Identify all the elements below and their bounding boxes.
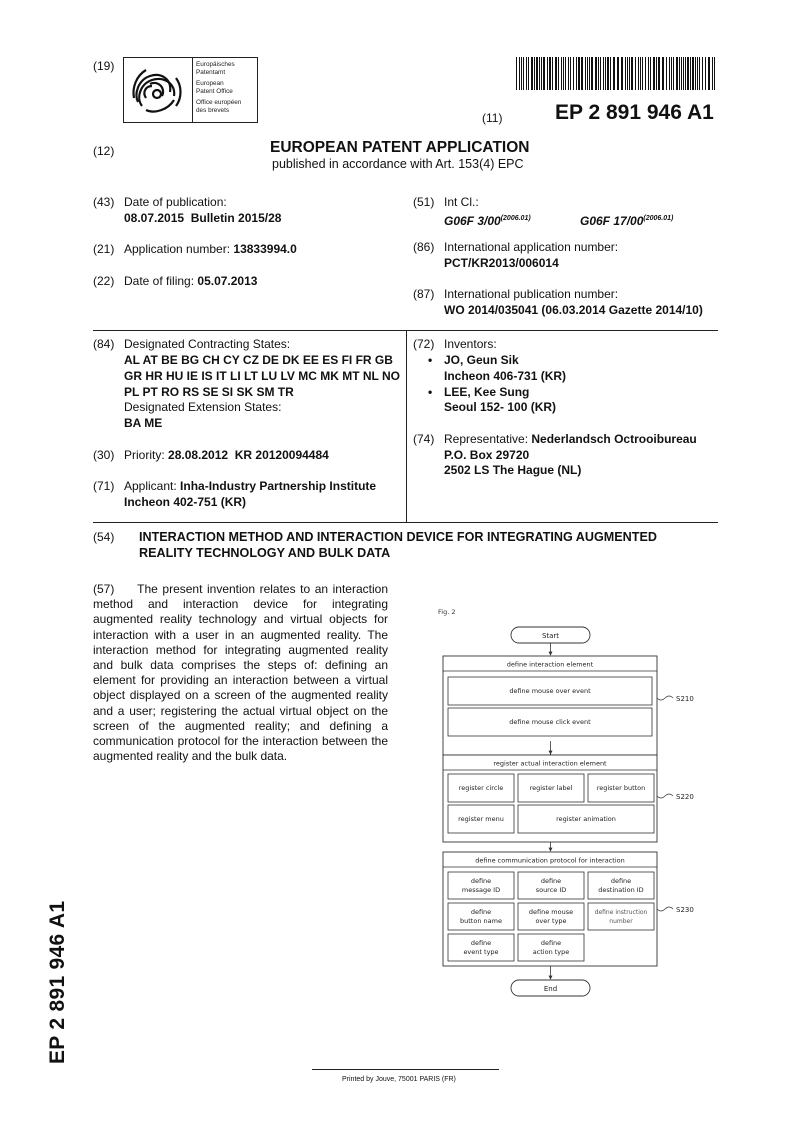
barcode-bar bbox=[642, 57, 643, 90]
epo-office-names bbox=[196, 61, 241, 115]
s210-ref: S210 bbox=[676, 695, 694, 703]
intl-publication-value: WO 2014/035041 (06.03.2014 Gazette 2014/10) bbox=[444, 303, 703, 317]
s230-item: define bbox=[610, 877, 632, 885]
barcode-bar bbox=[702, 57, 703, 90]
biblio-box-bottom-rule bbox=[93, 522, 718, 523]
barcode-bar bbox=[640, 57, 641, 90]
barcode-bar bbox=[605, 57, 606, 90]
inventor-name: LEE, Kee Sung bbox=[444, 385, 530, 399]
barcode-bar bbox=[683, 57, 684, 90]
end-label: End bbox=[543, 985, 558, 993]
barcode-bar bbox=[656, 57, 657, 90]
s220-ref: S220 bbox=[676, 793, 694, 801]
inid-code-51: (51) bbox=[413, 195, 435, 209]
application-number-value: 13833994.0 bbox=[233, 242, 297, 256]
s230-item: button name bbox=[460, 917, 502, 925]
barcode-bar bbox=[650, 57, 651, 90]
s210-title: define interaction element bbox=[506, 660, 594, 669]
barcode-bar bbox=[534, 57, 535, 90]
barcode-bar bbox=[705, 57, 706, 90]
s230-item: over type bbox=[535, 917, 567, 925]
barcode-bar bbox=[695, 57, 696, 90]
footer-rule bbox=[312, 1069, 499, 1070]
s220-item: register circle bbox=[458, 784, 504, 792]
barcode-bar bbox=[714, 57, 715, 90]
barcode-bar bbox=[516, 57, 517, 90]
barcode-bar bbox=[585, 57, 586, 90]
inid-code-84: (84) bbox=[93, 337, 115, 351]
barcode-bar bbox=[671, 57, 672, 90]
barcode-bar bbox=[570, 57, 571, 90]
intl-application-value: PCT/KR2013/006014 bbox=[444, 256, 559, 270]
filing-date bbox=[124, 274, 257, 290]
barcode-bar bbox=[681, 57, 682, 90]
contracting-states-label: Designated Contracting States: bbox=[124, 337, 291, 351]
barcode-bar bbox=[692, 57, 694, 90]
document-subtitle: published in accordance with Art. 153(4) EPC bbox=[272, 157, 524, 171]
barcode-bar bbox=[638, 57, 639, 90]
barcode-bar bbox=[712, 57, 713, 90]
invention-title-line: INTERACTION METHOD AND INTERACTION DEVICE FOR INTEGRATING AUGMENTED bbox=[139, 530, 657, 544]
barcode-bar bbox=[629, 57, 630, 90]
barcode-bar bbox=[687, 57, 689, 90]
inid-code-74: (74) bbox=[413, 432, 435, 446]
priority bbox=[124, 448, 329, 464]
barcode-bar bbox=[521, 57, 522, 90]
barcode-bar bbox=[610, 57, 611, 90]
s210-item: define mouse click event bbox=[509, 718, 591, 726]
inventor-bullet: • bbox=[428, 353, 433, 367]
figure-label: Fig. 2 bbox=[438, 608, 456, 616]
inventor-bullet: • bbox=[428, 385, 433, 399]
barcode-bar bbox=[543, 57, 545, 90]
int-cl-class-2-version: (2006.01) bbox=[643, 215, 674, 222]
application-number-label: Application number: bbox=[124, 242, 231, 256]
step-s230 bbox=[443, 852, 694, 966]
s230-title: define communication protocol for interaction bbox=[475, 856, 625, 865]
flowchart-figure bbox=[436, 602, 706, 1002]
barcode-bar bbox=[635, 57, 636, 90]
s230-item: define bbox=[470, 908, 492, 916]
s230-box bbox=[588, 903, 654, 930]
inid-code-54: (54) bbox=[93, 530, 115, 544]
publication-date-label: Date of publication: bbox=[124, 195, 227, 209]
inventor-name: JO, Geun Sik bbox=[444, 353, 519, 367]
barcode-bar bbox=[563, 57, 564, 90]
filing-date-value: 05.07.2013 bbox=[197, 274, 258, 288]
barcode bbox=[516, 57, 718, 90]
representative-name: Nederlandsch Octrooibureau bbox=[531, 432, 697, 446]
barcode-bar bbox=[561, 57, 562, 90]
barcode-bar bbox=[558, 57, 559, 90]
barcode-bar bbox=[600, 57, 601, 90]
step-s210 bbox=[443, 656, 694, 755]
barcode-bar bbox=[662, 57, 664, 90]
barcode-bar bbox=[598, 57, 599, 90]
s230-item: action type bbox=[532, 948, 570, 956]
barcode-bar bbox=[690, 57, 691, 90]
s230-item: message ID bbox=[461, 886, 501, 894]
barcode-bar bbox=[576, 57, 577, 90]
barcode-bar bbox=[519, 57, 520, 90]
barcode-bar bbox=[673, 57, 674, 90]
barcode-bar bbox=[697, 57, 698, 90]
abstract-text: The present invention relates to an interaction method and interaction device for integrating augmented reality technology and virtual objects for interaction with a user in an augmented reality. The interaction method for integrating augmented reality and bulk data comprises the steps of: defining an element for providing an interaction between a virtual object displayed on a screen of the augmented reality and a user; registering the actual virtual object on the screen of the augmented reality; and defining a communication protocol for the interaction between the augmented reality and the bulk data. bbox=[93, 582, 389, 764]
barcode-bar bbox=[589, 57, 590, 90]
barcode-bar bbox=[528, 57, 529, 90]
int-cl-class-2-code: G06F 17/00 bbox=[580, 214, 644, 228]
office-name-fr: Office européen bbox=[196, 99, 242, 107]
s220-item: register label bbox=[529, 784, 573, 792]
barcode-bar bbox=[648, 57, 649, 90]
inid-code-19: (19) bbox=[93, 59, 115, 73]
inid-code-72: (72) bbox=[413, 337, 435, 351]
side-publication-number: EP 2 891 946 A1 bbox=[46, 900, 69, 1064]
intl-application-label: International application number: bbox=[444, 240, 619, 254]
barcode-bar bbox=[541, 57, 542, 90]
inid-code-11: (11) bbox=[482, 111, 503, 125]
int-cl-class-1-version: (2006.01) bbox=[500, 215, 531, 222]
intl-publication-label: International publication number: bbox=[444, 287, 619, 301]
biblio-box-divider bbox=[406, 330, 407, 522]
barcode-bar bbox=[581, 57, 583, 90]
barcode-bar bbox=[666, 57, 667, 90]
barcode-bar bbox=[536, 57, 538, 90]
barcode-bar bbox=[653, 57, 655, 90]
s220-title: register actual interaction element bbox=[493, 759, 607, 768]
document-type: EUROPEAN PATENT APPLICATION bbox=[270, 139, 530, 156]
barcode-bar bbox=[685, 57, 686, 90]
barcode-bar bbox=[552, 57, 553, 90]
barcode-bar bbox=[565, 57, 566, 90]
s210-item: define mouse over event bbox=[509, 687, 591, 695]
start-label: Start bbox=[541, 632, 560, 640]
int-cl-label: Int Cl.: bbox=[444, 195, 479, 209]
step-s220 bbox=[443, 755, 694, 842]
barcode-bar bbox=[699, 57, 700, 90]
priority-value: 28.08.2012 KR 20120094484 bbox=[168, 448, 329, 462]
publication-number: EP 2 891 946 A1 bbox=[555, 101, 714, 124]
barcode-bar bbox=[669, 57, 670, 90]
barcode-bar bbox=[645, 57, 646, 90]
inventor-address: Incheon 406-731 (KR) bbox=[444, 369, 567, 383]
barcode-bar bbox=[603, 57, 604, 90]
s230-item: define instruction bbox=[594, 909, 648, 916]
inid-code-12: (12) bbox=[93, 144, 115, 158]
barcode-bar bbox=[621, 57, 623, 90]
office-name-fr-2: des brevets bbox=[196, 106, 230, 114]
s230-ref: S230 bbox=[676, 906, 694, 914]
barcode-bar bbox=[531, 57, 533, 90]
inid-code-86: (86) bbox=[413, 240, 435, 254]
barcode-bar bbox=[708, 57, 710, 90]
inid-code-43: (43) bbox=[93, 195, 115, 209]
representative-address-line: P.O. Box 29720 bbox=[444, 448, 530, 462]
inid-code-30: (30) bbox=[93, 448, 115, 462]
representative-address-line: 2502 LS The Hague (NL) bbox=[444, 463, 582, 477]
application-number bbox=[124, 242, 297, 258]
barcode-bar bbox=[526, 57, 527, 90]
barcode-bar bbox=[573, 57, 574, 90]
invention-title-line: REALITY TECHNOLOGY AND BULK DATA bbox=[139, 546, 391, 560]
priority-label: Priority: bbox=[124, 448, 165, 462]
inid-code-71: (71) bbox=[93, 479, 115, 493]
barcode-bar bbox=[595, 57, 597, 90]
inid-code-87: (87) bbox=[413, 287, 435, 301]
barcode-bar bbox=[625, 57, 626, 90]
inid-code-22: (22) bbox=[93, 274, 115, 288]
representative-label: Representative: bbox=[444, 432, 529, 446]
inventor-address: Seoul 152- 100 (KR) bbox=[444, 400, 557, 414]
representative bbox=[444, 432, 697, 448]
extension-states-value: BA ME bbox=[124, 416, 163, 430]
publication-date-value: 08.07.2015 Bulletin 2015/28 bbox=[124, 211, 282, 225]
s230-item: define bbox=[540, 877, 562, 885]
contracting-states-line: GR HR HU IE IS IT LI LT LU LV MC MK MT NL NO bbox=[124, 369, 400, 383]
barcode-bar bbox=[587, 57, 588, 90]
s230-item: define bbox=[470, 939, 492, 947]
filing-date-label: Date of filing: bbox=[124, 274, 195, 288]
barcode-bar bbox=[578, 57, 580, 90]
start-terminal bbox=[511, 627, 590, 643]
barcode-bar bbox=[591, 57, 593, 90]
barcode-bar bbox=[607, 57, 609, 90]
s220-item: register button bbox=[596, 784, 646, 792]
barcode-bar bbox=[679, 57, 680, 90]
barcode-bar bbox=[523, 57, 524, 90]
s230-item: event type bbox=[463, 948, 499, 956]
applicant-address: Incheon 402-751 (KR) bbox=[124, 495, 247, 509]
epo-logo-icon bbox=[124, 58, 193, 122]
barcode-bar bbox=[549, 57, 551, 90]
office-name-de-2: Patentamt bbox=[196, 68, 226, 76]
applicant-label: Applicant: bbox=[124, 479, 177, 493]
s230-item: number bbox=[609, 918, 633, 925]
inid-code-57: (57) bbox=[93, 582, 115, 596]
contracting-states-line: AL AT BE BG CH CY CZ DE DK EE ES FI FR GB bbox=[124, 353, 393, 367]
contracting-states-line: PL PT RO RS SE SI SK SM TR bbox=[124, 385, 294, 399]
s230-item: destination ID bbox=[598, 886, 644, 894]
s230-item: define bbox=[470, 877, 492, 885]
s230-item: define mouse bbox=[528, 908, 574, 916]
barcode-bar bbox=[627, 57, 628, 90]
office-name-de: Europäisches bbox=[196, 61, 235, 68]
end-terminal bbox=[511, 980, 590, 996]
extension-states-label: Designated Extension States: bbox=[124, 400, 282, 414]
barcode-bar bbox=[617, 57, 619, 90]
barcode-bar bbox=[568, 57, 569, 90]
barcode-bar bbox=[631, 57, 633, 90]
applicant-name: Inha-Industry Partnership Institute bbox=[180, 479, 377, 493]
s230-item: define bbox=[540, 939, 562, 947]
s220-item: register menu bbox=[458, 815, 504, 823]
inid-code-21: (21) bbox=[93, 242, 115, 256]
int-cl-class-1-code: G06F 3/00 bbox=[444, 214, 501, 228]
applicant bbox=[124, 479, 376, 495]
s220-item: register animation bbox=[556, 815, 616, 823]
epo-logo-box bbox=[123, 57, 258, 123]
s230-item: source ID bbox=[535, 886, 567, 894]
barcode-bar bbox=[547, 57, 548, 90]
office-name-en: European bbox=[196, 80, 224, 88]
abstract bbox=[93, 582, 388, 764]
barcode-bar bbox=[676, 57, 678, 90]
inventors-label: Inventors: bbox=[444, 337, 497, 351]
printer-note: Printed by Jouve, 75001 PARIS (FR) bbox=[342, 1076, 456, 1083]
barcode-bar bbox=[613, 57, 615, 90]
barcode-bar bbox=[539, 57, 540, 90]
office-name-en-2: Patent Office bbox=[196, 87, 233, 95]
barcode-bar bbox=[658, 57, 660, 90]
int-cl-class-2 bbox=[580, 211, 673, 230]
barcode-bar bbox=[555, 57, 557, 90]
int-cl-class-1 bbox=[444, 211, 531, 230]
